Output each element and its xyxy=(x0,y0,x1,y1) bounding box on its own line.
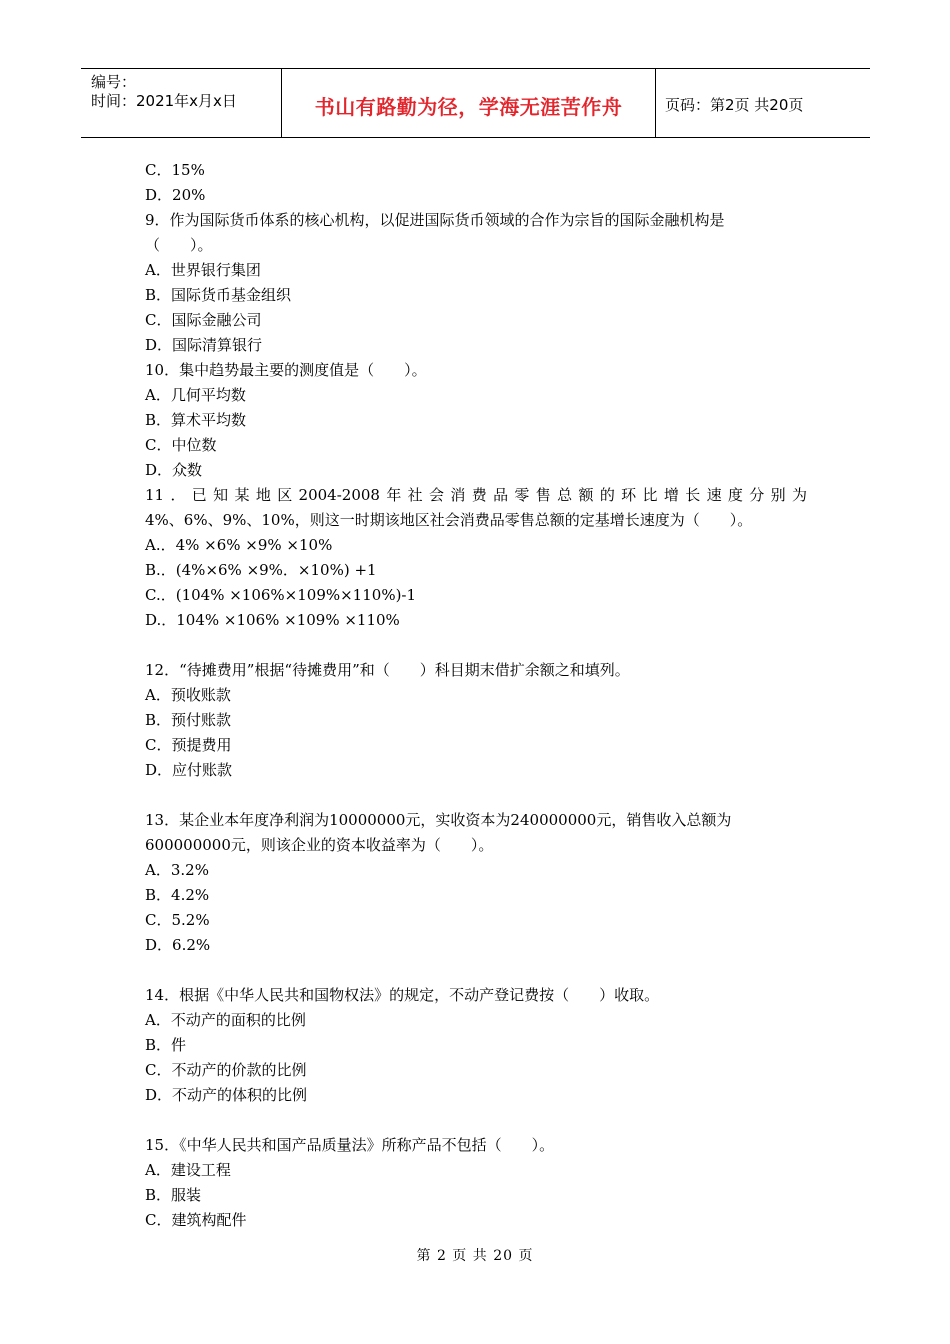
header-meta-cell xyxy=(81,69,281,137)
option-line: C．预提费用 xyxy=(145,736,232,754)
option-line: B．件 xyxy=(145,1036,187,1054)
option-line: D．6.2% xyxy=(145,936,211,954)
option-line: B．国际货币基金组织 xyxy=(145,286,292,304)
header-motto: 书山有路勤为径，学海无涯苦作舟 xyxy=(314,95,623,119)
question-line: 600000000元，则该企业的资本收益率为（ ）。 xyxy=(145,836,494,854)
option-line: A．预收账款 xyxy=(145,686,231,704)
header-page-info: 页码：第2页 共20页 xyxy=(665,96,804,114)
option-line: B．4.2% xyxy=(145,886,210,904)
option-line: D．不动产的体积的比例 xyxy=(145,1086,308,1104)
document-number-label: 编号： xyxy=(91,73,137,91)
option-line: C．国际金融公司 xyxy=(145,311,262,329)
option-line: D.．104% ×106% ×109% ×110% xyxy=(145,611,400,629)
blank-line xyxy=(145,633,807,658)
question-line: 10．集中趋势最主要的测度值是（ ）。 xyxy=(145,361,427,379)
blank-line xyxy=(145,1108,807,1133)
question-line: （ ）。 xyxy=(145,236,213,254)
question-line: 14．根据《中华人民共和国物权法》的规定，不动产登记费按（ ）收取。 xyxy=(145,986,660,1004)
option-line: B．服装 xyxy=(145,1186,202,1204)
option-line: A．不动产的面积的比例 xyxy=(145,1011,306,1029)
option-line: A．几何平均数 xyxy=(145,386,246,404)
question-line: 4%、6%、9%、10%，则这一时期该地区社会消费品零售总额的定基增长速度为（ ）。 xyxy=(145,511,753,529)
option-line: D．应付账款 xyxy=(145,761,233,779)
question-line: 12．“待摊费用”根据“待摊费用”和（ ）科目期末借扩余额之和填列。 xyxy=(145,661,630,679)
header-page-cell xyxy=(655,69,870,137)
option-line: A.．4% ×6% ×9% ×10% xyxy=(145,536,333,554)
header-motto-cell xyxy=(281,69,656,137)
option-line: D．国际清算银行 xyxy=(145,336,263,354)
option-line: C．15% xyxy=(145,161,205,179)
blank-line xyxy=(145,783,807,808)
option-line: A．3.2% xyxy=(145,861,209,879)
option-line: B.．(4%×6% ×9%．×10%) +1 xyxy=(145,561,377,579)
option-line: C．建筑构配件 xyxy=(145,1211,247,1229)
page-header xyxy=(81,68,870,138)
option-line: C．不动产的价款的比例 xyxy=(145,1061,307,1079)
question-line: 13．某企业本年度净利润为10000000元，实收资本为240000000元，销售收入总额为 xyxy=(145,811,732,829)
option-line: C．中位数 xyxy=(145,436,217,454)
page-footer: 第 2 页 共 20 页 xyxy=(416,1248,534,1264)
question-line: 9．作为国际货币体系的核心机构，以促进国际货币领域的合作为宗旨的国际金融机构是 xyxy=(145,211,725,229)
option-line: A．世界银行集团 xyxy=(145,261,261,279)
option-line: C.．(104% ×106%×109%×110%)-1 xyxy=(145,586,417,604)
blank-line xyxy=(145,958,807,983)
question-content xyxy=(145,158,807,1233)
option-line: D．众数 xyxy=(145,461,203,479)
option-line: D．20% xyxy=(145,186,206,204)
option-line: C．5.2% xyxy=(145,911,210,929)
option-line: A．建设工程 xyxy=(145,1161,231,1179)
option-line: B．算术平均数 xyxy=(145,411,247,429)
question-line: 11．已知某地区2004-2008年社会消费品零售总额的环比增长速度分别为 xyxy=(145,486,807,504)
option-line: B．预付账款 xyxy=(145,711,232,729)
question-line: 15．《中华人民共和国产品质量法》所称产品不包括（ ）。 xyxy=(145,1136,555,1154)
document-time-label: 时间：2021年x月x日 xyxy=(91,92,237,110)
